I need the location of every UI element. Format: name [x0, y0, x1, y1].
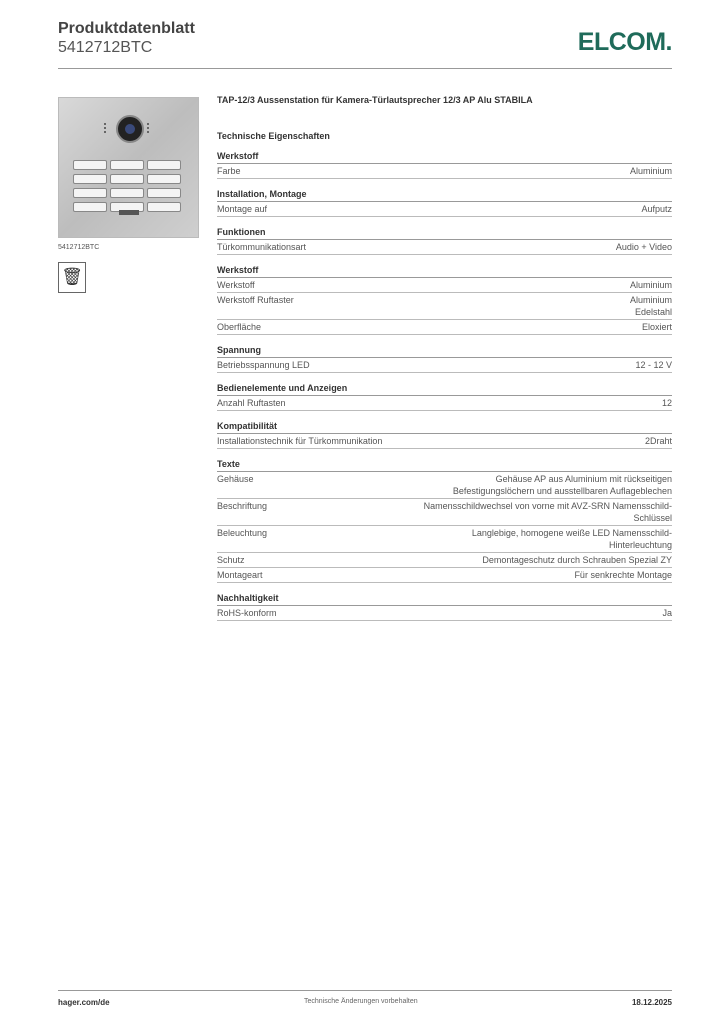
spec-row	[217, 164, 672, 179]
footer-date: 18.12.2025	[631, 998, 672, 1007]
spec-groups	[217, 151, 672, 621]
spec-value: Aluminium	[629, 166, 672, 176]
spec-value: Für senkrechte Montage	[574, 570, 672, 580]
spec-value: Namensschildwechsel von vorne mit AVZ-SRN Namensschild- Schlüssel	[423, 501, 672, 523]
spec-group	[217, 189, 672, 217]
spec-value: Eloxiert	[641, 322, 672, 332]
call-key	[73, 188, 107, 198]
call-buttons	[73, 160, 179, 212]
spec-key: Anzahl Ruftasten	[217, 398, 286, 408]
spec-group	[217, 459, 672, 583]
spec-row	[217, 568, 672, 583]
spec-value: Aufputz	[641, 204, 672, 214]
spec-value: 12	[661, 398, 672, 408]
section-heading: Technische Eigenschaften	[217, 131, 330, 141]
footer-disclaimer: Technische Änderungen vorbehalten	[304, 998, 418, 1005]
spec-value: Langlebige, homogene weiße LED Namensschild- Hinterleuchtung	[471, 528, 672, 550]
spec-value: Demontageschutz durch Schrauben Spezial ZY	[482, 555, 672, 565]
spec-row	[217, 320, 672, 335]
spec-group	[217, 151, 672, 179]
spec-group	[217, 345, 672, 373]
spec-key: Montageart	[217, 570, 263, 580]
footer-website[interactable]: hager.com/de	[58, 998, 110, 1007]
spec-key: Türkommunikationsart	[217, 242, 307, 252]
spec-key: Werkstoff	[217, 280, 255, 290]
brand-plate	[119, 210, 139, 215]
spec-key: Beleuchtung	[217, 528, 268, 538]
spec-group	[217, 593, 672, 621]
call-key	[110, 174, 144, 184]
group-title: Installation, Montage	[217, 189, 672, 202]
spec-value: 2Draht	[644, 436, 672, 446]
speaker-right-icon	[147, 123, 159, 133]
spec-value: 12 - 12 V	[635, 360, 672, 370]
spec-value: Gehäuse AP aus Aluminium mit rückseitigen Befestigungslöchern und ausstellbaren Auflageblechen	[452, 474, 672, 496]
spec-row	[217, 293, 672, 320]
footer-divider	[58, 990, 672, 991]
product-photo	[58, 97, 199, 238]
group-title: Werkstoff	[217, 151, 672, 164]
spec-row	[217, 499, 672, 526]
elcom-logo: ELCOM.	[577, 28, 672, 56]
call-key	[147, 160, 181, 170]
spec-key: RoHS-konform	[217, 608, 277, 618]
group-title: Bedienelemente und Anzeigen	[217, 383, 672, 396]
photo-caption: 5412712BTC	[58, 244, 100, 251]
group-title: Nachhaltigkeit	[217, 593, 672, 606]
spec-value: Ja	[662, 608, 672, 618]
spec-key: Farbe	[217, 166, 241, 176]
header-divider	[58, 68, 672, 69]
spec-content	[217, 95, 672, 621]
call-key	[73, 174, 107, 184]
call-key	[147, 202, 181, 212]
spec-row	[217, 358, 672, 373]
spec-row	[217, 472, 672, 499]
doc-title: Produktdatenblatt	[58, 20, 195, 37]
spec-key: Schutz	[217, 555, 245, 565]
spec-value: Aluminium Edelstahl	[629, 295, 672, 317]
spec-row	[217, 240, 672, 255]
spec-row	[217, 526, 672, 553]
spec-key: Installationstechnik für Türkommunikation	[217, 436, 383, 446]
group-title: Kompatibilität	[217, 421, 672, 434]
product-title: TAP-12/3 Aussenstation für Kamera-Türlautsprecher 12/3 AP Alu STABILA	[217, 95, 533, 105]
call-key	[147, 174, 181, 184]
group-title: Werkstoff	[217, 265, 672, 278]
call-key	[147, 188, 181, 198]
spec-row	[217, 396, 672, 411]
spec-key: Montage auf	[217, 204, 268, 214]
spec-key: Oberfläche	[217, 322, 262, 332]
group-title: Spannung	[217, 345, 672, 358]
call-key	[73, 202, 107, 212]
call-key	[110, 188, 144, 198]
spec-row	[217, 434, 672, 449]
spec-key: Gehäuse	[217, 474, 254, 484]
spec-row	[217, 278, 672, 293]
spec-key: Beschriftung	[217, 501, 268, 511]
spec-group	[217, 227, 672, 255]
spec-row	[217, 202, 672, 217]
group-title: Funktionen	[217, 227, 672, 240]
spec-key: Betriebsspannung LED	[217, 360, 310, 370]
spec-group	[217, 383, 672, 411]
spec-group	[217, 421, 672, 449]
call-key	[73, 160, 107, 170]
spec-key: Werkstoff Ruftaster	[217, 295, 294, 305]
spec-value: Audio + Video	[615, 242, 672, 252]
speaker-left-icon	[104, 123, 116, 133]
spec-row	[217, 553, 672, 568]
call-key	[110, 160, 144, 170]
crossed-bin-icon: 🗑	[58, 262, 86, 293]
product-code: 5412712BTC	[58, 39, 153, 56]
camera-icon	[116, 115, 144, 143]
spec-value: Aluminium	[629, 280, 672, 290]
spec-row	[217, 606, 672, 621]
spec-group	[217, 265, 672, 335]
group-title: Texte	[217, 459, 672, 472]
